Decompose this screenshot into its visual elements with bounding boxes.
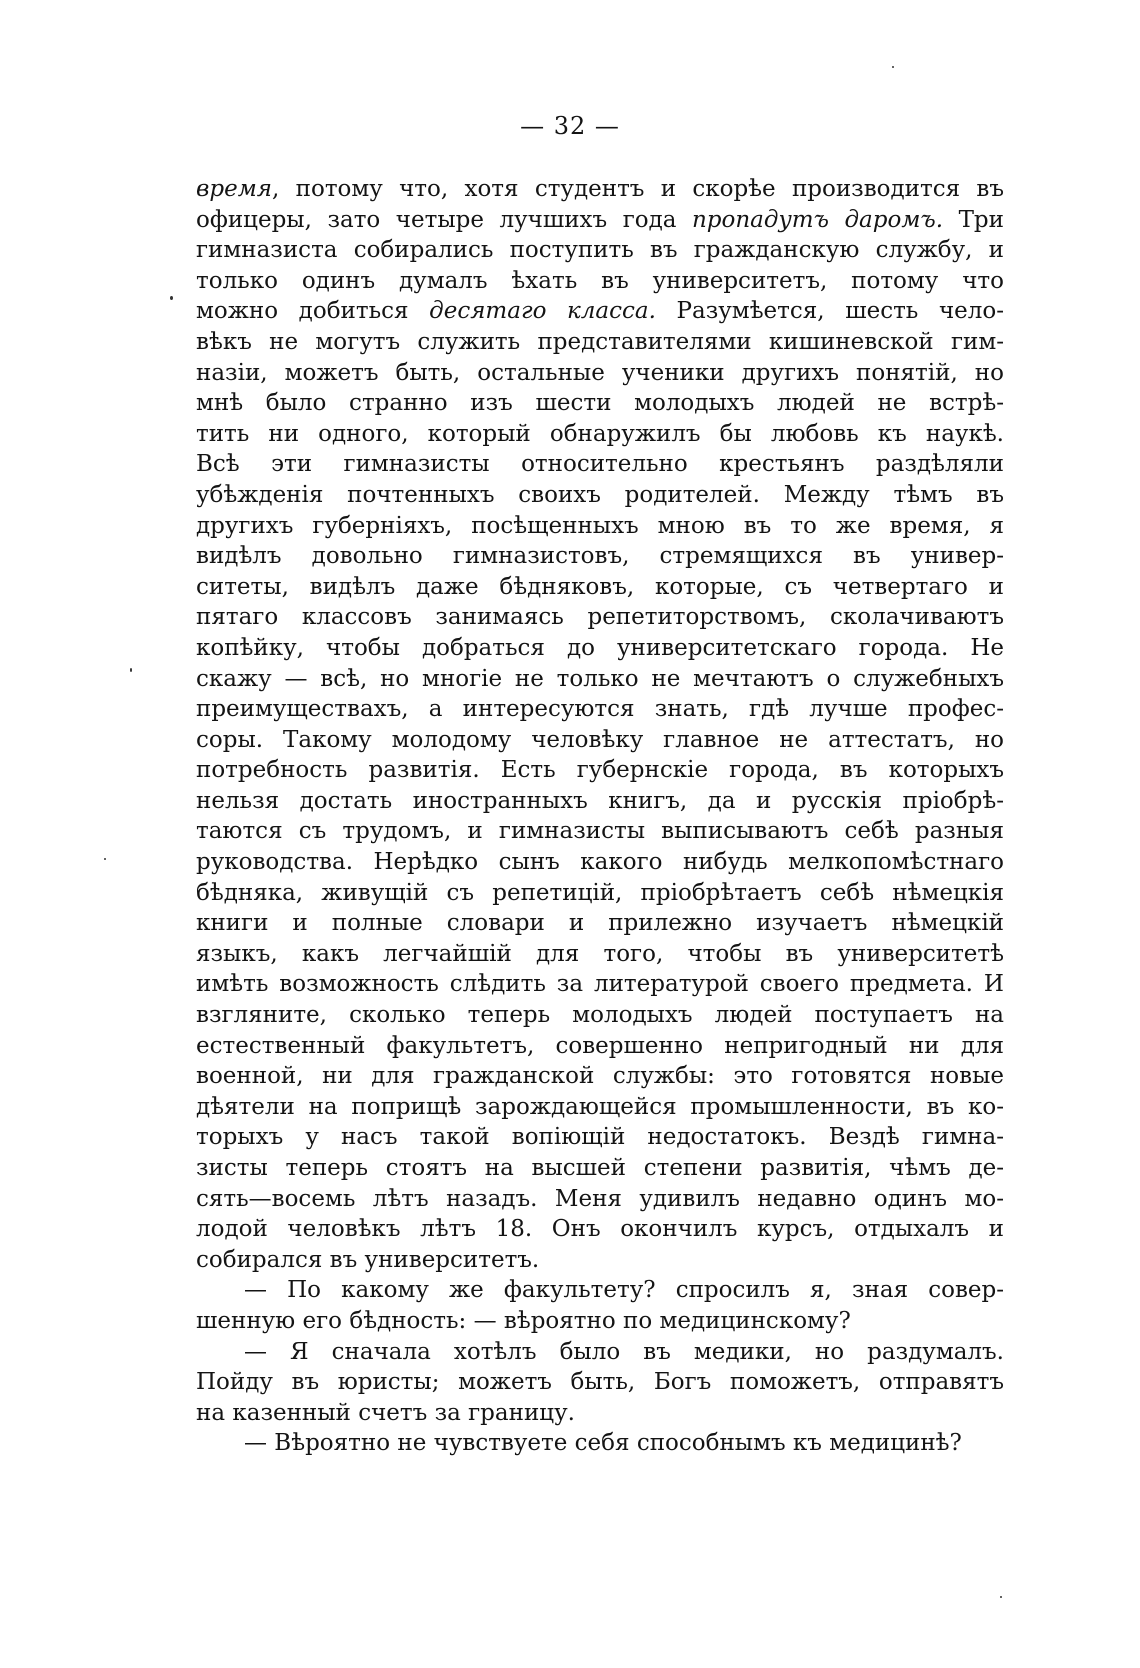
text-line	[196, 327, 1004, 358]
text-run: мнѣ было странно изъ шести молодыхъ людей не встрѣ-	[196, 390, 1004, 417]
text-run: , потому что, хотя студентъ и скорѣе производится въ	[272, 176, 1004, 202]
scan-speck	[892, 66, 894, 68]
body-text	[196, 174, 1004, 1459]
text-run: тить ни одного, который обнаружилъ бы любовь къ наукѣ.	[196, 420, 1004, 447]
text-line: — По какому же факультету? спросилъ я, зная совер-	[244, 1277, 1004, 1304]
main-paragraph	[196, 174, 1004, 1275]
text-line	[196, 1031, 1004, 1062]
text-run: торыхъ у насъ такой вопіющій недостатокъ. Вездѣ гимна-	[196, 1124, 1004, 1151]
text-line	[196, 388, 1004, 419]
text-line	[196, 969, 1004, 1000]
text-run: таются съ трудомъ, и гимназисты выписываютъ себѣ разныя	[196, 818, 1004, 845]
text-run: соры. Такому молодому человѣку главное не аттестатъ, но	[196, 726, 1004, 753]
text-run: назіи, можетъ быть, остальные ученики другихъ понятій, но	[196, 359, 1004, 386]
text-run: пятаго классовъ занимаясь репетиторствомъ, сколачиваютъ	[196, 604, 1004, 631]
text-run: скажу — всѣ, но многіе не только не мечтаютъ о служебныхъ	[196, 665, 1004, 692]
dialogue-paragraph	[196, 1275, 1004, 1336]
text-line	[196, 1245, 1004, 1276]
text-run: имѣть возможность слѣдить за литературой своего предмета. И	[196, 971, 1004, 998]
text-line	[196, 1184, 1004, 1215]
text-line	[196, 786, 1004, 817]
text-run: книги и полные словари и прилежно изучаетъ нѣмецкій	[196, 910, 1004, 937]
text-run: другихъ губерніяхъ, посѣщенныхъ мною въ то же время, я	[196, 512, 1004, 539]
text-line	[196, 511, 1004, 542]
text-line: Пойду въ юристы; можетъ быть, Богъ поможетъ, отправятъ	[196, 1369, 1004, 1396]
text-run: Три	[943, 206, 1004, 233]
text-line: — Я сначала хотѣлъ было въ медики, но раздумалъ.	[244, 1338, 1004, 1365]
text-line	[196, 174, 1004, 205]
text-run: языкъ, какъ легчайшій для того, чтобы въ университетѣ	[196, 940, 1004, 967]
page-number: — 32 —	[520, 112, 620, 140]
dialogue-paragraph	[196, 1337, 1004, 1429]
text-line: шенную его бѣдность: — вѣроятно по медицинскому?	[196, 1307, 851, 1334]
italic-phrase: время	[196, 176, 273, 202]
text-run: военной, ни для гражданской службы: это готовятся новые	[196, 1063, 1004, 1090]
scan-speck	[130, 668, 132, 672]
scan-speck	[1000, 1596, 1002, 1598]
text-line	[196, 266, 1004, 297]
text-line	[196, 1214, 1004, 1245]
text-run: потребность развитія. Есть губернскіе города, въ которыхъ	[196, 757, 1004, 784]
text-line	[196, 296, 1004, 327]
text-run: зисты теперь стоятъ на высшей степени развитія, чѣмъ де-	[196, 1155, 1004, 1181]
text-run: копѣйку, чтобы добраться до университетскаго города. Не	[196, 634, 1004, 661]
text-line	[196, 847, 1004, 878]
text-line	[196, 541, 1004, 572]
text-line	[196, 1122, 1004, 1153]
text-line	[196, 1000, 1004, 1031]
text-run: преимуществахъ, а интересуются знать, гдѣ лучше профес-	[196, 696, 1004, 723]
text-line	[196, 602, 1004, 633]
text-run: взгляните, сколько теперь молодыхъ людей поступаетъ на	[196, 1002, 1004, 1029]
text-run: убѣжденія почтенныхъ своихъ родителей. Между тѣмъ въ	[196, 481, 1004, 508]
text-line	[196, 694, 1004, 725]
text-line	[196, 939, 1004, 970]
text-line	[196, 664, 1004, 695]
text-line	[196, 1153, 1004, 1184]
text-line	[196, 449, 1004, 480]
dialogue-block	[196, 1275, 1004, 1459]
text-run: нельзя достать иностранныхъ книгъ, да и русскія пріобрѣ-	[196, 787, 1004, 814]
text-run: руководства. Нерѣдко сынъ какого нибудь мелкопомѣстнаго	[196, 849, 1004, 876]
text-line	[196, 633, 1004, 664]
text-line	[196, 480, 1004, 511]
text-line	[196, 755, 1004, 786]
text-line	[196, 816, 1004, 847]
text-run: бѣдняка, живущій съ репетицій, пріобрѣтаетъ себѣ нѣмецкія	[196, 879, 1004, 906]
text-run: вѣкъ не могутъ служить представителями кишиневской гим-	[196, 328, 1004, 355]
text-line	[196, 419, 1004, 450]
text-run: дѣятели на поприщѣ зарождающейся промышленности, въ ко-	[196, 1093, 1004, 1120]
text-line	[196, 235, 1004, 266]
text-run: офицеры, зато четыре лучшихъ года	[196, 206, 692, 233]
scan-speck	[104, 858, 106, 860]
text-line: — Вѣроятно не чувствуете себя способнымъ къ медицинѣ?	[244, 1430, 962, 1457]
text-line	[196, 1092, 1004, 1123]
text-line	[196, 725, 1004, 756]
text-run: сять—восемь лѣтъ назадъ. Меня удивилъ недавно одинъ мо-	[196, 1185, 1004, 1212]
text-run: лодой человѣкъ лѣтъ 18. Онъ окончилъ курсъ, отдыхалъ и	[196, 1216, 1004, 1243]
italic-phrase: пропадутъ даромъ.	[691, 206, 944, 233]
text-line	[196, 205, 1004, 236]
text-line	[196, 572, 1004, 603]
text-run: видѣлъ довольно гимназистовъ, стремящихся въ универ-	[196, 543, 1004, 570]
italic-phrase: десятаго класса.	[429, 298, 656, 325]
text-run: естественный факультетъ, совершенно непригодный ни для	[196, 1032, 1004, 1059]
text-run: ситеты, видѣлъ даже бѣдняковъ, которые, съ четвертаго и	[196, 573, 1004, 600]
text-run: можно добиться	[196, 298, 430, 325]
text-line	[196, 358, 1004, 389]
text-line	[196, 1061, 1004, 1092]
text-run: Всѣ эти гимназисты относительно крестьянъ раздѣляли	[196, 451, 1004, 478]
text-run: Разумѣется, шесть чело-	[655, 298, 1004, 325]
text-line: на казенный счетъ за границу.	[196, 1399, 575, 1426]
text-line	[196, 878, 1004, 909]
text-run: только одинъ думалъ ѣхать въ университетъ, потому что	[196, 267, 1004, 294]
text-line	[196, 908, 1004, 939]
text-run: собирался въ университетъ.	[196, 1246, 540, 1273]
scan-speck	[170, 296, 173, 300]
text-run: гимназиста собирались поступить въ гражданскую службу, и	[196, 237, 1004, 264]
dialogue-paragraph	[196, 1428, 1004, 1459]
